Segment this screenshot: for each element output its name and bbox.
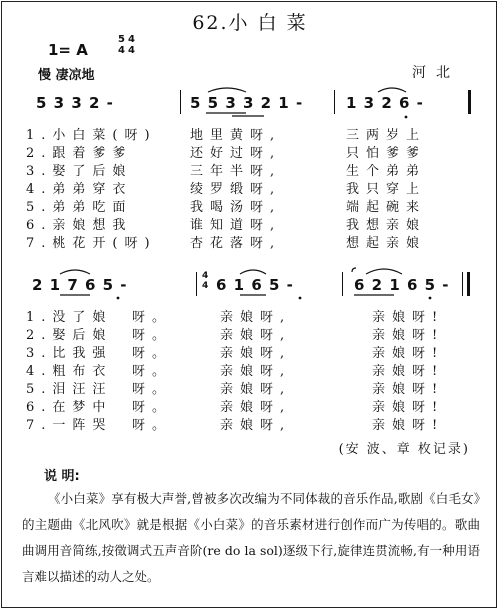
verse2-4-col-3: 亲娘呀, <box>220 364 292 379</box>
verse-2-col-1: 2.跟着爹爹 <box>26 146 133 161</box>
verse-1-col-2: 地里黄呀, <box>190 128 282 143</box>
measure-2-3: 6 2 1 6 5 - <box>354 276 450 294</box>
song-title: 62.小 白 菜 <box>192 12 308 34</box>
measure-1-1: 5 3 3 2 - <box>36 94 114 112</box>
verse2-1-col-4: 亲娘呀! <box>372 310 445 325</box>
inline-time-bottom: 4 <box>202 281 209 291</box>
slur-arc <box>366 269 402 274</box>
verse2-7-col-1: 7.一阵哭 <box>26 418 113 433</box>
slur-arc <box>240 270 266 274</box>
time-sig-bottom: 4 <box>118 45 125 56</box>
verse-6-col-3: 我想亲娘 <box>346 218 427 233</box>
slur-arc <box>208 88 246 92</box>
verse-4-col-3: 我只穿上 <box>346 182 427 197</box>
transcription-credit: (安 波、章 枚记录) <box>338 442 470 457</box>
verse-1-col-1: 1.小白菜(呀) <box>26 128 157 143</box>
verse2-6-col-4: 亲娘呀! <box>372 400 445 415</box>
verse2-6-col-3: 亲娘呀, <box>220 400 292 415</box>
slur-arc <box>60 270 90 274</box>
verse-4-col-1: 4.弟弟穿衣 <box>26 182 133 197</box>
verse-4-col-2: 绫罗缎呀, <box>190 182 282 197</box>
verse2-2-col-1: 2.娶后娘 <box>26 328 113 343</box>
verse2-2-col-3: 亲娘呀, <box>220 328 292 343</box>
verse-1-col-3: 三两岁上 <box>346 128 427 143</box>
key-signature: 1= A <box>48 41 88 59</box>
measure-1-3: 1 3 2 6 - <box>346 94 424 112</box>
time-sig2-bottom: 4 <box>128 45 135 56</box>
time-sig2-top: 4 <box>128 34 135 45</box>
verse-7-col-1: 7.桃花开(呀) <box>26 236 157 251</box>
measure-2-2: 6 1 6 5 - <box>216 276 294 294</box>
time-sig-top: 5 <box>118 34 125 45</box>
measure-2-1: 2 1 7 6 5 - <box>32 276 128 294</box>
tempo-marking: 慢 凄凉地 <box>38 68 95 83</box>
verse2-7-col-2: 呀。 <box>132 418 173 433</box>
verse-7-col-2: 杏花落呀, <box>190 236 282 251</box>
verse-2-col-2: 还好过呀, <box>190 146 282 161</box>
verse-3-col-3: 生个弟弟 <box>346 164 427 179</box>
verse2-4-col-2: 呀。 <box>132 364 173 379</box>
octave-dot <box>429 297 432 300</box>
verse2-3-col-2: 呀。 <box>132 346 173 361</box>
verse-6-col-1: 6.亲娘想我 <box>26 218 133 233</box>
verse-6-col-2: 谁知道呀, <box>190 218 282 233</box>
explanation-heading: 说 明: <box>44 469 80 484</box>
verse-3-col-2: 三年半呀, <box>190 164 282 179</box>
verse2-3-col-1: 3.比我强 <box>26 346 113 361</box>
verse2-1-col-2: 呀。 <box>132 310 173 325</box>
verse2-4-col-4: 亲娘呀! <box>372 364 445 379</box>
verse-7-col-3: 想起亲娘 <box>346 236 427 251</box>
slur-arc <box>352 268 356 272</box>
verse2-2-col-4: 亲娘呀! <box>372 328 445 343</box>
verse2-5-col-1: 5.泪汪汪 <box>26 382 113 397</box>
verse2-5-col-2: 呀。 <box>132 382 173 397</box>
octave-dot <box>117 297 120 300</box>
verse-5-col-1: 5.弟弟吃面 <box>26 200 133 215</box>
verse2-1-col-1: 1.没了娘 <box>26 310 113 325</box>
verse-5-col-3: 端起碗来 <box>346 200 427 215</box>
verse-2-col-3: 只怕爹爹 <box>346 146 427 161</box>
verse-5-col-2: 我喝汤呀, <box>190 200 282 215</box>
verse2-6-col-2: 呀。 <box>132 400 173 415</box>
verse2-6-col-1: 6.在梦中 <box>26 400 113 415</box>
verse2-5-col-3: 亲娘呀, <box>220 382 292 397</box>
verse2-7-col-3: 亲娘呀, <box>220 418 292 433</box>
verse-3-col-1: 3.娶了后娘 <box>26 164 133 179</box>
inline-time-top: 4 <box>202 271 209 281</box>
octave-dot <box>299 297 302 300</box>
verse2-5-col-4: 亲娘呀! <box>372 382 445 397</box>
verse2-3-col-4: 亲娘呀! <box>372 346 445 361</box>
verse2-1-col-3: 亲娘呀, <box>220 310 292 325</box>
verse2-7-col-4: 亲娘呀! <box>372 418 445 433</box>
verse2-3-col-3: 亲娘呀, <box>220 346 292 361</box>
measure-1-2: 5 5 3 3 2 1 - <box>190 94 304 112</box>
region-label: 河北 <box>412 65 460 81</box>
verse2-2-col-2: 呀。 <box>132 328 173 343</box>
explanation-text: 《小白菜》享有极大声誉,曾被多次改编为不同体裁的音乐作品,歌剧《白毛女》的主题曲《北风吹》就是根据《小白菜》的音乐素材进行创作而广为传唱的。歌曲曲调用音简练,按徵调式五声音阶(re do la sol)逐级下行,旋律连贯流畅,有一种用语言难以描述的动人之处。 <box>22 491 480 584</box>
slur-arc <box>378 88 406 92</box>
verse2-4-col-1: 4.粗布衣 <box>26 364 113 379</box>
octave-dot <box>405 116 408 119</box>
